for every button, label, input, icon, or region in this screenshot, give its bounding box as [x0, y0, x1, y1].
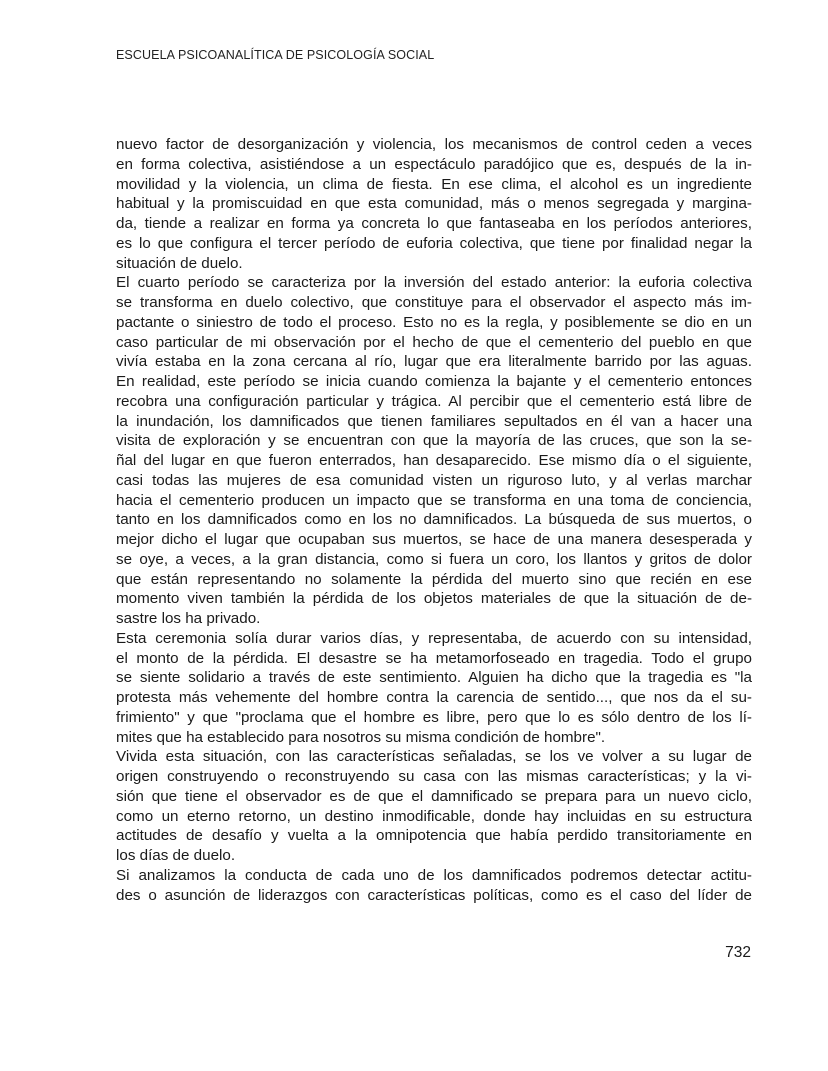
text-line: tanto en los damnificados como en los no damnificados. La búsqueda de sus muertos, o — [116, 511, 752, 529]
text-line: hacia el cementerio producen un impacto que se transforma en una toma de conciencia, — [116, 491, 752, 509]
text-line: mites que ha establecido para nosotros su misma condición de hombre". — [116, 728, 606, 746]
text-line: habitual y la promiscuidad en que esta comunidad, más o menos segregada y margina- — [116, 195, 752, 213]
text-line: sastre los ha privado. — [116, 610, 261, 627]
text-line: El cuarto período se caracteriza por la inversión del estado anterior: la euforia colectiva — [116, 274, 752, 292]
text-line: ñal del lugar en que fueron enterrados, han desaparecido. Ese mismo día o el siguiente, — [116, 452, 752, 469]
text-line: que están representando no solamente la pérdida del muerto sino que recién en ese — [116, 570, 752, 588]
text-line: pactante o siniestro de todo el proceso. Esto no es la regla, y posiblemente se dio en un — [116, 313, 752, 331]
text-line: recobra una configuración particular y trágica. Al percibir que el cementerio está libre de — [116, 392, 752, 410]
text-line: da, tiende a realizar en forma ya concreta lo que fantaseaba en los períodos anteriores, — [116, 215, 752, 232]
text-line: visita de exploración y se encuentran con que la mayoría de las cruces, que son la se- — [116, 432, 752, 450]
text-line: sión que tiene el observador es de que el damnificado se prepara para un nuevo ciclo, — [116, 787, 752, 805]
text-line: frimiento" y que "proclama que el hombre es libre, pero que lo es sólo dentro de los lí- — [116, 708, 752, 726]
text-line: caso particular de mi observación por el hecho de que el cementerio del pueblo en que — [116, 333, 752, 351]
running-header: ESCUELA PSICOANALÍTICA DE PSICOLOGÍA SOCIAL — [116, 48, 435, 62]
text-line: en forma colectiva, asistiéndose a un espectáculo paradójico que es, después de la in- — [116, 155, 752, 173]
text-line: origen construyendo o reconstruyendo su casa con las mismas características; y la vi- — [116, 768, 752, 785]
text-line: des o asunción de liderazgos con características políticas, como es el caso del líder de — [116, 886, 752, 904]
paragraph — [116, 629, 752, 748]
text-line: protesta más vehemente del hombre contra la carencia de sentido..., que nos da el su- — [116, 689, 752, 706]
paragraph — [116, 273, 752, 629]
text-line: los días de duelo. — [116, 847, 236, 864]
text-line: movilidad y la violencia, un clima de fiesta. En ese clima, el alcohol es un ingrediente — [116, 175, 752, 193]
text-line: Si analizamos la conducta de cada uno de los damnificados podremos detectar actitu- — [116, 866, 752, 884]
text-line: se oye, a veces, a la gran distancia, como si fuera un coro, los llantos y gritos de dolor — [116, 550, 752, 568]
body-text — [116, 135, 752, 905]
text-line: actitudes de desafío y vuelta a la omnipotencia que había perdido transitoriamente en — [116, 827, 752, 845]
text-line: como un eterno retorno, un destino inmodificable, donde hay incluidas en su estructura — [116, 807, 752, 825]
text-line: el monto de la pérdida. El desastre se ha metamorfoseado en tragedia. Todo el grupo — [116, 649, 752, 667]
text-line: la inundación, los damnificados que tienen familiares sepultados en él van a hacer una — [116, 412, 752, 430]
text-line: se siente solidario a través de este sentimiento. Alguien ha dicho que la tragedia es "la — [116, 669, 752, 687]
text-line: es lo que configura el tercer período de euforia colectiva, que tiene por finalidad negar la — [116, 234, 752, 252]
text-line: situación de duelo. — [116, 254, 243, 272]
paragraph — [116, 866, 752, 906]
text-line: casi todas las mujeres de esa comunidad visten un riguroso luto, y al verlas marchar — [116, 471, 752, 489]
text-line: Esta ceremonia solía durar varios días, y representaba, de acuerdo con su intensidad, — [116, 629, 752, 647]
text-line: Vivida esta situación, con las características señaladas, se los ve volver a su lugar de — [116, 748, 752, 766]
text-line: mejor dicho el lugar que ocupaban sus muertos, se hace de una manera desesperada y — [116, 531, 752, 548]
text-line: se transforma en duelo colectivo, que constituye para el observador el aspecto más im- — [116, 294, 752, 311]
paragraph — [116, 135, 752, 273]
text-line: momento viven también la pérdida de los objetos materiales de que la situación de de- — [116, 590, 752, 608]
paragraph — [116, 747, 752, 866]
text-line: vivía estaba en la zona cercana al río, lugar que era literalmente barrido por las aguas. — [116, 353, 752, 371]
page-number: 732 — [725, 944, 751, 961]
text-line: En realidad, este período se inicia cuando comienza la bajante y el cementerio entonces — [116, 373, 752, 390]
text-line: nuevo factor de desorganización y violencia, los mecanismos de control ceden a veces — [116, 136, 752, 153]
